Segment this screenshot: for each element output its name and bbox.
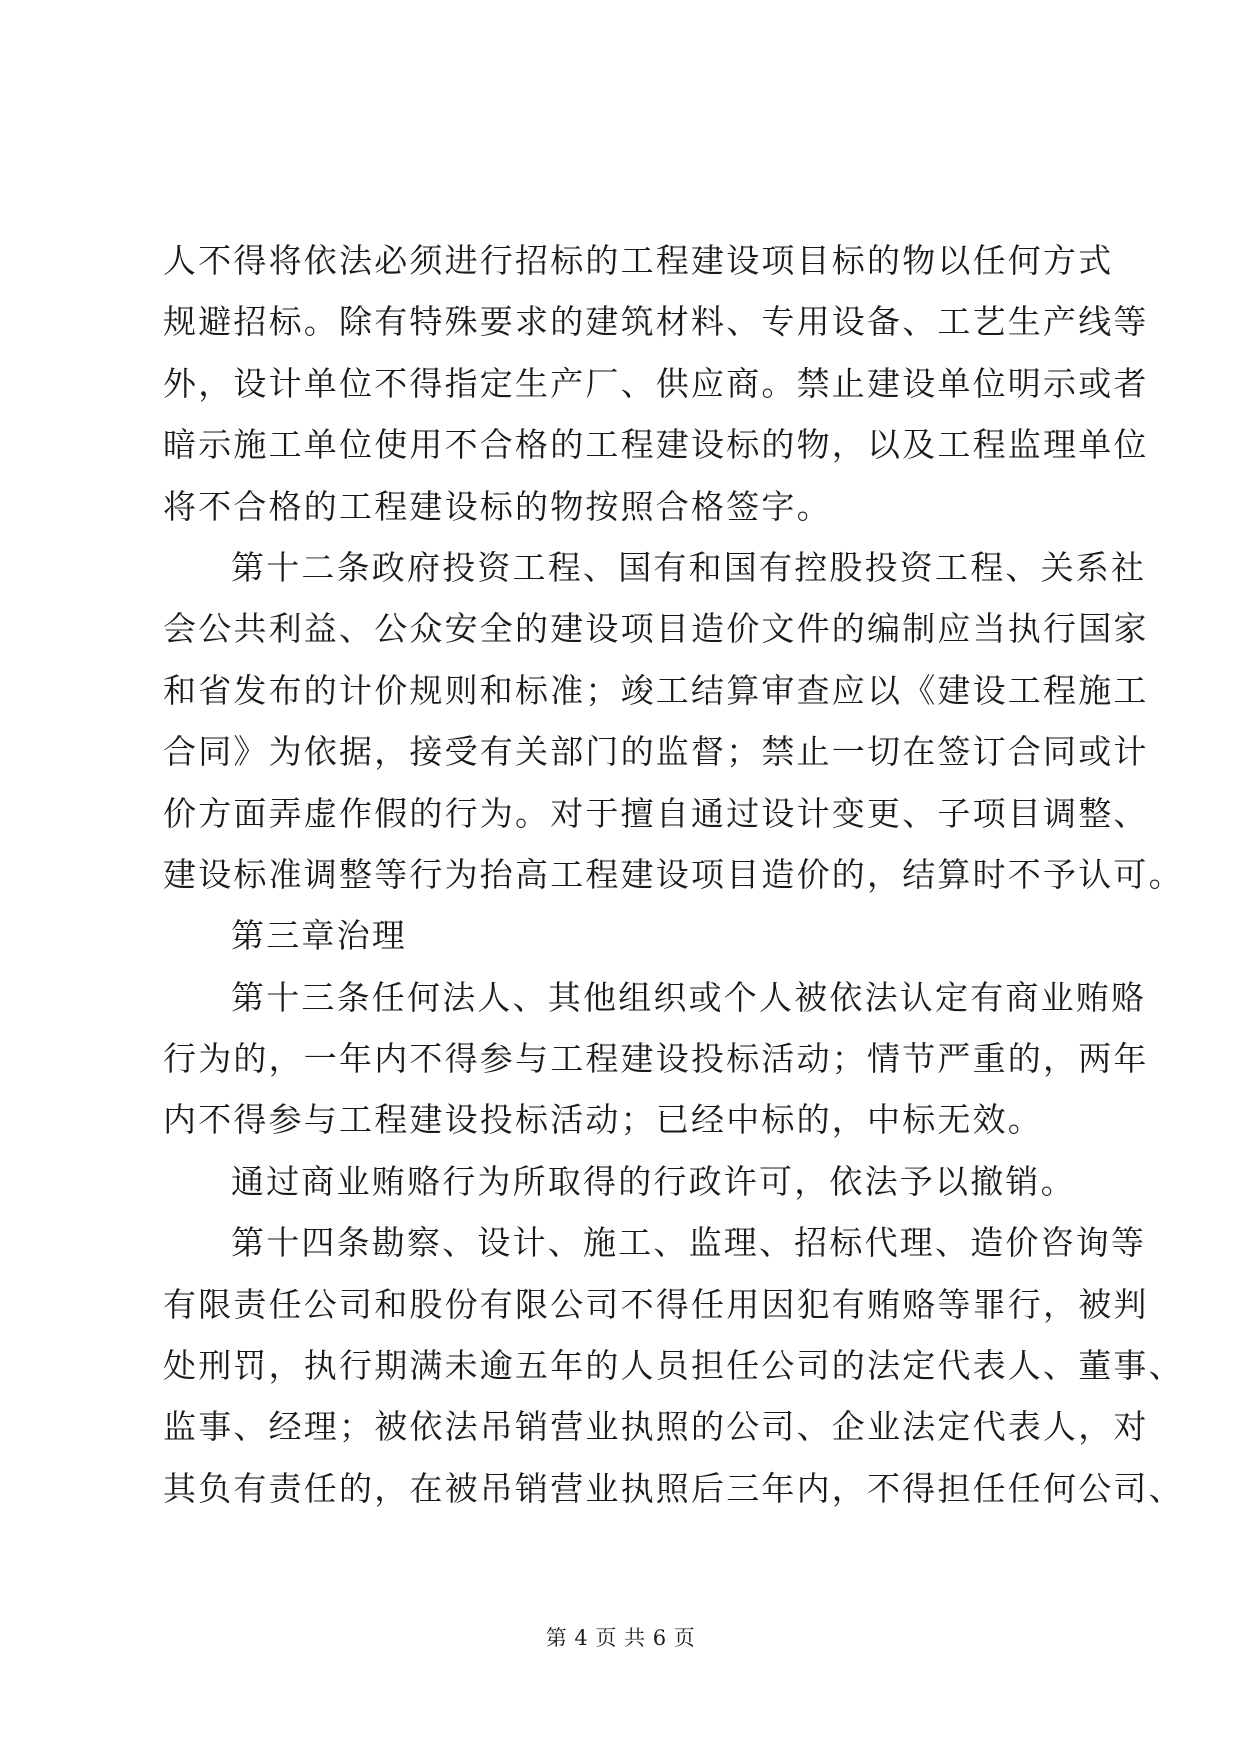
text-line: 建设标准调整等行为抬高工程建设项目造价的，结算时不予认可。 xyxy=(163,854,1184,894)
text-line: 会公共利益、公众安全的建设项目造价文件的编制应当执行国家 xyxy=(163,609,1149,649)
text-line: 监事、经理；被依法吊销营业执照的公司、企业法定代表人，对 xyxy=(163,1407,1149,1447)
article-13-heading-line: 第十三条任何法人、其他组织或个人被依法认定有商业贿赂 xyxy=(231,977,1147,1017)
text-line: 人不得将依法必须进行招标的工程建设项目标的物以任何方式 xyxy=(163,241,1114,280)
text-line: 外，设计单位不得指定生产厂、供应商。禁止建设单位明示或者 xyxy=(163,363,1149,403)
text-line: 和省发布的计价规则和标准；竣工结算审查应以《建设工程施工 xyxy=(163,670,1149,710)
text-line: 有限责任公司和股份有限公司不得任用因犯有贿赂等罪行，被判 xyxy=(163,1284,1149,1324)
article-14-heading-line: 第十四条勘察、设计、施工、监理、招标代理、造价咨询等 xyxy=(231,1223,1147,1263)
text-line: 价方面弄虚作假的行为。对于擅自通过设计变更、子项目调整、 xyxy=(163,793,1149,833)
article-12-heading-line: 第十二条政府投资工程、国有和国有控股投资工程、关系社 xyxy=(231,547,1147,587)
document-body xyxy=(163,230,1184,1519)
text-line: 内不得参与工程建设投标活动；已经中标的，中标无效。 xyxy=(163,1100,1043,1140)
page-number-footer: 第 4 页 共 6 页 xyxy=(545,1626,696,1650)
text-line: 合同》为依据，接受有关部门的监督；禁止一切在签订合同或计 xyxy=(163,732,1149,772)
text-line: 行为的，一年内不得参与工程建设投标活动；情节严重的，两年 xyxy=(163,1039,1149,1079)
text-line: 暗示施工单位使用不合格的工程建设标的物，以及工程监理单位 xyxy=(163,425,1149,465)
text-line: 规避招标。除有特殊要求的建筑材料、专用设备、工艺生产线等 xyxy=(163,302,1149,342)
paragraph-first-line: 通过商业贿赂行为所取得的行政许可，依法予以撤销。 xyxy=(231,1161,1076,1201)
text-line: 其负有责任的，在被吊销营业执照后三年内，不得担任任何公司、 xyxy=(163,1468,1184,1508)
text-line: 将不合格的工程建设标的物按照合格签字。 xyxy=(163,486,832,526)
chapter-3-heading: 第三章治理 xyxy=(231,916,407,956)
text-line: 处刑罚，执行期满未逾五年的人员担任公司的法定代表人、董事、 xyxy=(163,1346,1184,1386)
